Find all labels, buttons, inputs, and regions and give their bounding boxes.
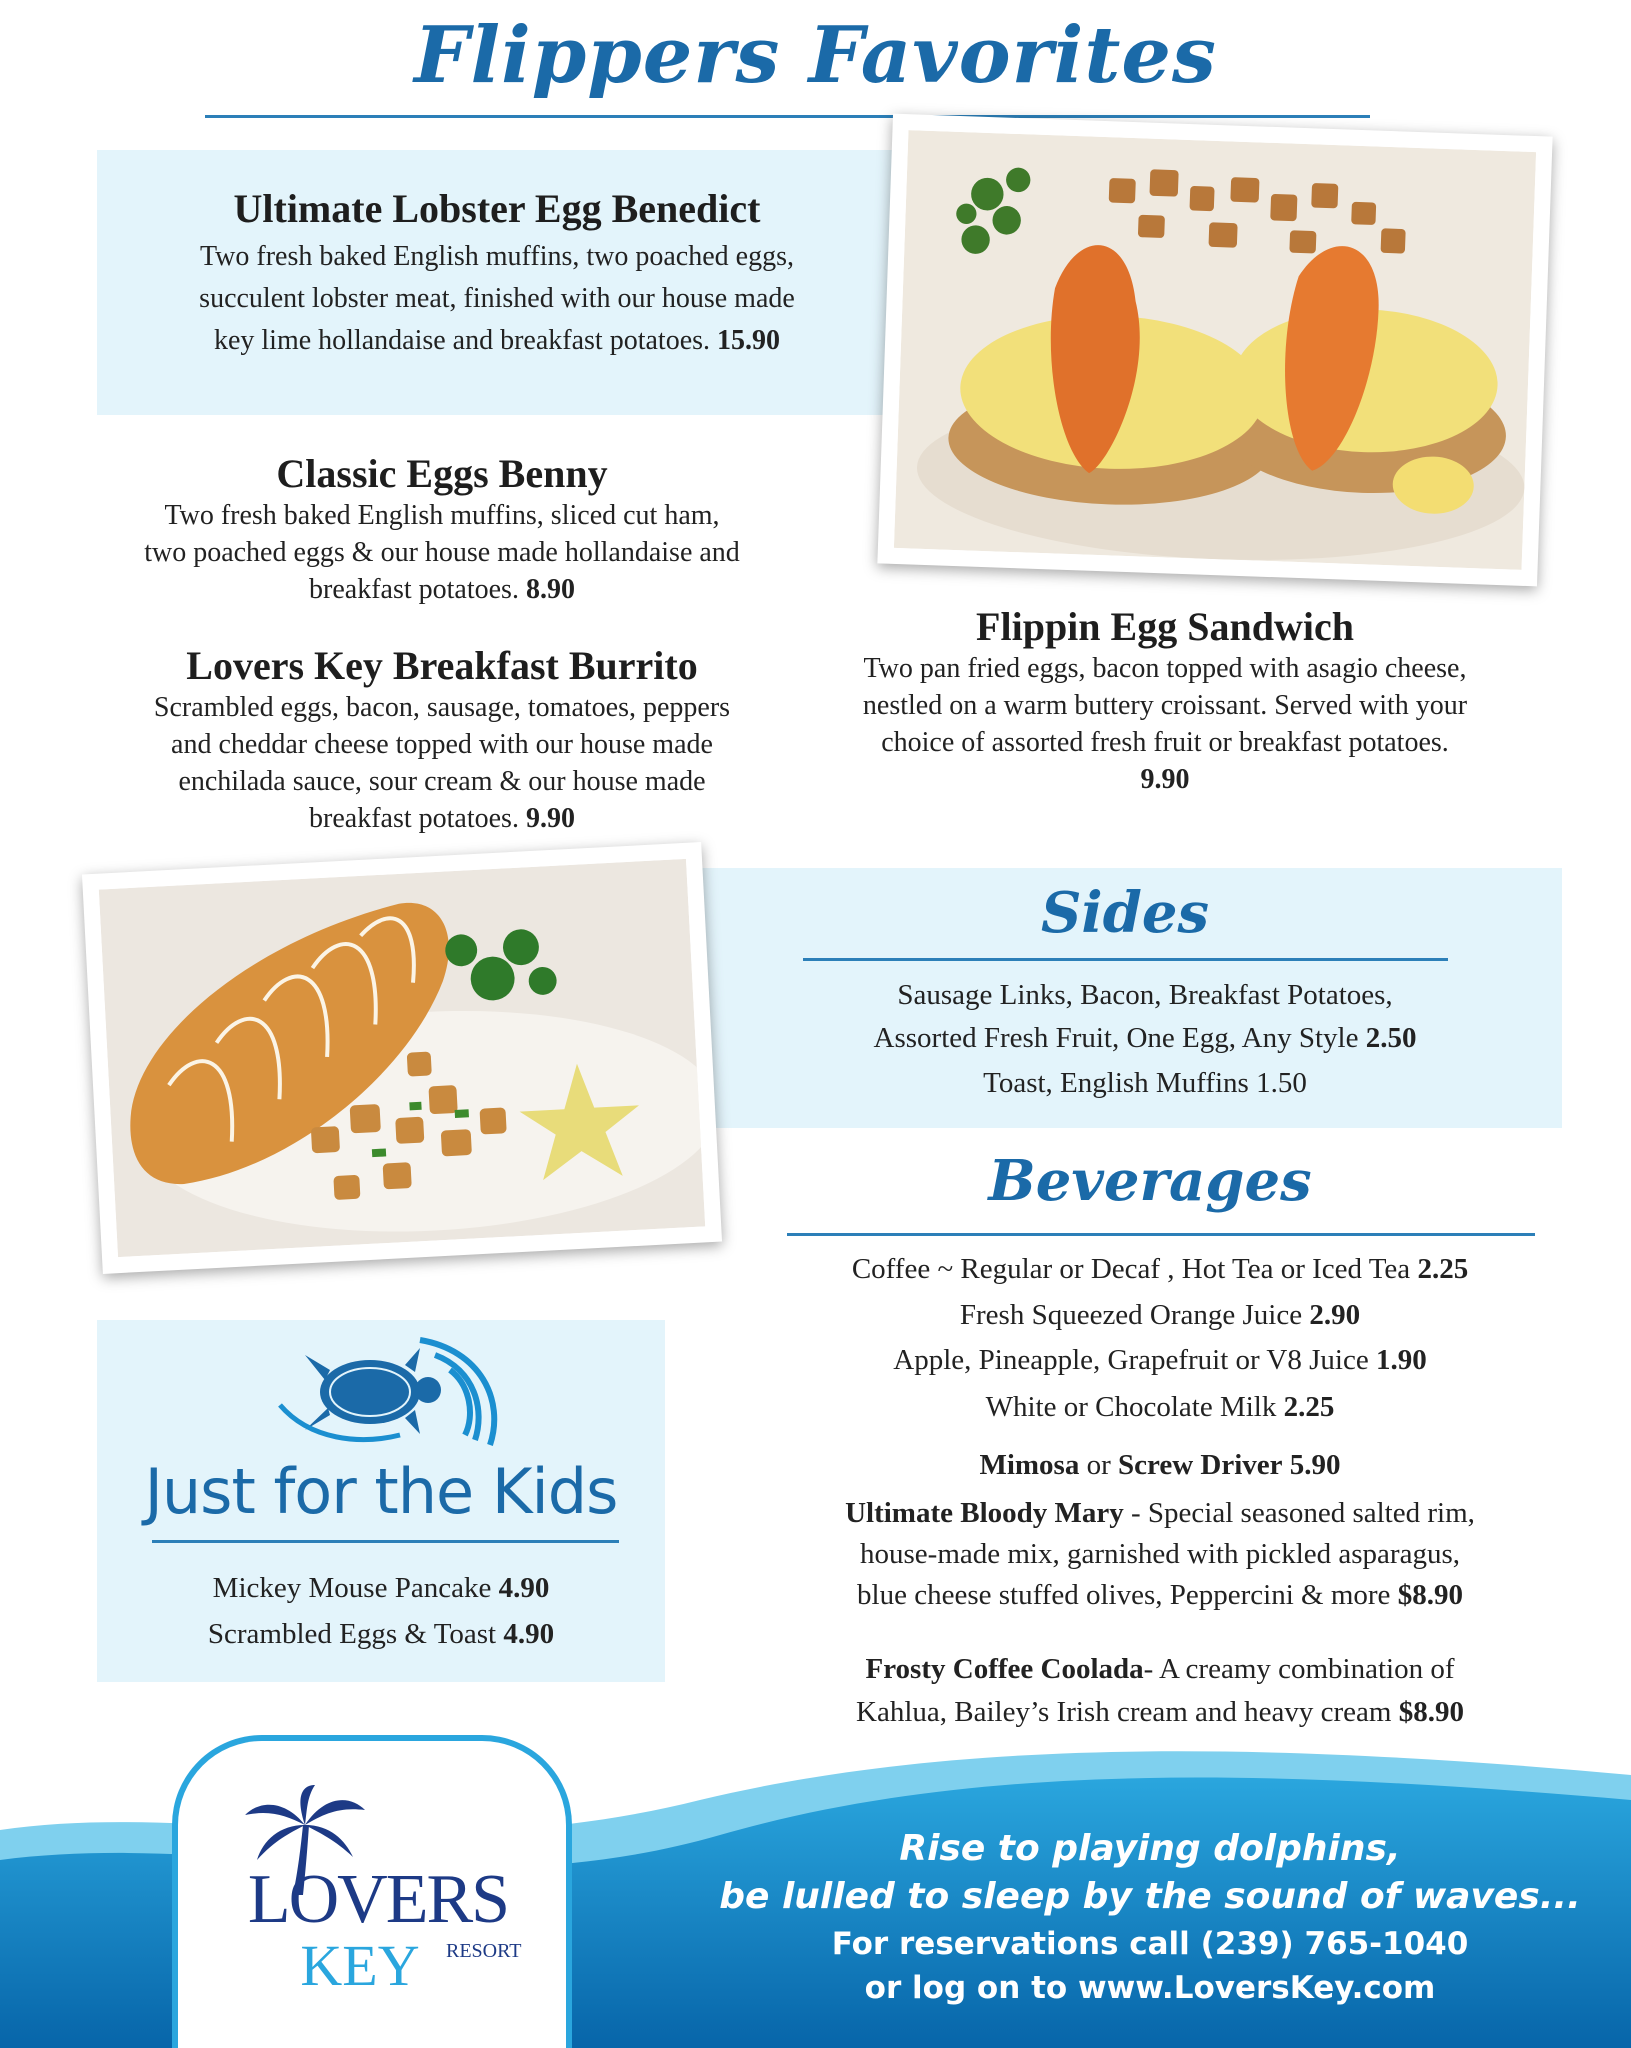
kids-divider (152, 1540, 619, 1543)
kids-price: 4.90 (498, 1572, 550, 1604)
beverage-price: 2.90 (1309, 1299, 1361, 1331)
menu-item-lobster-benedict (97, 185, 897, 362)
logo-word-resort: RESORT (446, 1940, 522, 1962)
item-desc-line: succulent lobster meat, finished with our house made (199, 283, 795, 314)
burrito-photo (82, 842, 722, 1274)
menu-item-classic-eggs-benny (97, 450, 787, 608)
title-divider (205, 115, 1370, 118)
sides-price: 2.50 (1365, 1022, 1417, 1054)
beverage-bloody-mary: Ultimate Bloody Mary - Special seasoned salted rim, house-made mix, garnished with pickled asparagus, blue cheese stuffed olives, Peppercini & more $8.90 (845, 1497, 1475, 1611)
item-desc-line: breakfast potatoes. 8.90 (309, 574, 575, 605)
item-price: 15.90 (717, 325, 781, 356)
beverage-price: 5.90 (1289, 1449, 1341, 1481)
beverage-price: 2.25 (1417, 1253, 1469, 1285)
item-desc-line: Two pan fried eggs, bacon topped with asagio cheese, (863, 653, 1467, 684)
footer-phone: For reservations call (239) 765-1040 (831, 1926, 1469, 1962)
beverage-price: $8.90 (1397, 1579, 1463, 1611)
beverage-mimosa: Mimosa or Screw Driver 5.90 (979, 1449, 1341, 1481)
beverage-line: Fresh Squeezed Orange Juice 2.90 (959, 1299, 1361, 1331)
menu-item-egg-sandwich (810, 603, 1520, 798)
beverage-price: 1.90 (1375, 1344, 1427, 1376)
beverage-price: 2.25 (1283, 1391, 1335, 1423)
item-desc-line: enchilada sauce, sour cream & our house made (178, 766, 706, 797)
kids-item: Mickey Mouse Pancake 4.90 (212, 1572, 550, 1604)
beverages-title: Beverages (988, 1148, 1312, 1214)
kids-title: Just for the Kids (144, 1455, 618, 1528)
sides-line: Assorted Fresh Fruit, One Egg, Any Style 2.50 (873, 1022, 1417, 1054)
item-desc-line: breakfast potatoes. 9.90 (309, 803, 575, 834)
item-title: Flippin Egg Sandwich (976, 604, 1354, 649)
item-price: 9.90 (1140, 764, 1190, 795)
item-title: Lovers Key Breakfast Burrito (186, 643, 698, 688)
logo-word-key: KEY (300, 1933, 420, 1998)
footer-website-link[interactable]: or log on to www.LoversKey.com (864, 1970, 1436, 2006)
beverage-line: White or Chocolate Milk 2.25 (985, 1391, 1335, 1423)
item-desc-line: Two fresh baked English muffins, two poached eggs, (200, 241, 794, 272)
footer-tagline-1: Rise to playing dolphins, (899, 1828, 1401, 1869)
item-desc-line: Two fresh baked English muffins, sliced cut ham, (164, 500, 720, 531)
item-title: Classic Eggs Benny (276, 451, 608, 496)
item-desc-line: Scrambled eggs, bacon, sausage, tomatoes, peppers (153, 692, 731, 723)
sides-line: Sausage Links, Bacon, Breakfast Potatoes, (897, 979, 1393, 1011)
turtle-wave-icon (270, 1330, 510, 1450)
sides-line: Toast, English Muffins 1.50 (983, 1067, 1307, 1099)
item-desc-line: choice of assorted fresh fruit or breakfast potatoes. (881, 727, 1449, 758)
logo-word-lovers: LOVERS (247, 1861, 509, 1938)
burrito-image (99, 859, 705, 1257)
item-desc-line: and cheddar cheese topped with our house made (171, 729, 713, 760)
beverage-line: Apple, Pineapple, Grapefruit or V8 Juice 1.90 (893, 1344, 1427, 1376)
footer-tagline-2: be lulled to sleep by the sound of waves... (719, 1876, 1581, 1917)
item-desc-line: key lime hollandaise and breakfast potatoes. 15.90 (213, 325, 781, 356)
page-title: Flippers Favorites (414, 10, 1217, 101)
lobster-benedict-image (894, 130, 1536, 570)
kids-item: Scrambled Eggs & Toast 4.90 (207, 1618, 555, 1650)
sides-title: Sides (1040, 880, 1210, 946)
beverage-line: Coffee ~ Regular or Decaf , Hot Tea or Iced Tea 2.25 (851, 1253, 1469, 1285)
kids-price: 4.90 (503, 1618, 555, 1650)
item-desc-line: nestled on a warm buttery croissant. Served with your (862, 690, 1468, 721)
item-title: Ultimate Lobster Egg Benedict (233, 186, 761, 231)
lobster-benedict-photo (877, 114, 1552, 587)
item-price: 9.90 (525, 803, 575, 834)
item-price: 8.90 (525, 574, 575, 605)
beverages-divider (787, 1233, 1535, 1236)
item-desc-line: two poached eggs & our house made hollandaise and (144, 537, 740, 568)
menu-item-breakfast-burrito (97, 642, 787, 837)
beverage-frosty-coolada: Frosty Coffee Coolada- A creamy combination of Kahlua, Bailey’s Irish cream and heavy cream $8.90 (856, 1653, 1464, 1728)
sides-divider (803, 958, 1448, 961)
beverage-price: $8.90 (1398, 1696, 1464, 1728)
